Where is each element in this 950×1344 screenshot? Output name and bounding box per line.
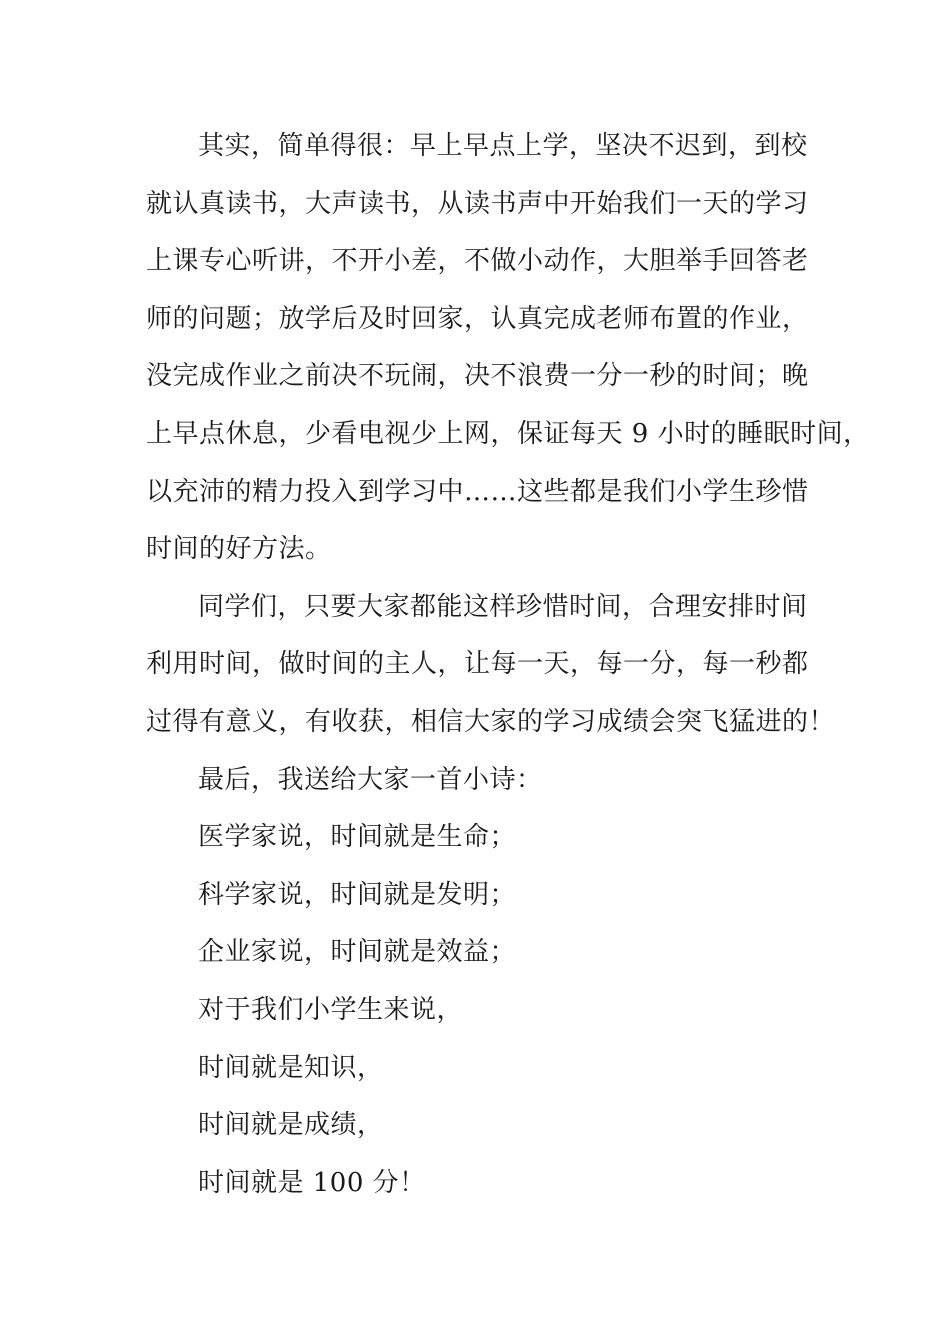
text-line: 以充沛的精力投入到学习中……这些都是我们小学生珍惜: [146, 476, 809, 507]
text-line: 上课专心听讲，不开小差，不做小动作，大胆举手回答老: [146, 246, 809, 277]
text-line: 上早点休息，少看电视少上网，保证每天 9 小时的睡眠时间，: [146, 418, 870, 449]
poem-line: 企业家说，时间就是效益；: [198, 937, 517, 968]
text-line: 时间的好方法。: [146, 534, 332, 565]
text-line: 其实，简单得很：早上早点上学，坚决不迟到，到校: [198, 131, 808, 161]
text-line: 同学们，只要大家都能这样珍惜时间，合理安排时间: [198, 591, 808, 622]
text-line: 就认真读书，大声读书，从读书声中开始我们一天的学习: [146, 188, 809, 219]
text-line: 没完成作业之前决不玩闹，决不浪费一分一秒的时间；晚: [146, 361, 809, 392]
text-line: 师的问题；放学后及时回家，认真完成老师布置的作业，: [146, 303, 809, 334]
text-line: 最后，我送给大家一首小诗：: [198, 764, 543, 795]
poem-line: 时间就是成绩，: [198, 1110, 384, 1141]
text-line: 利用时间，做时间的主人，让每一天，每一分，每一秒都: [146, 649, 809, 680]
poem-line: 科学家说，时间就是发明；: [198, 879, 517, 910]
text-line: 过得有意义，有收获，相信大家的学习成绩会突飞猛进的！: [146, 706, 836, 737]
poem-line: 对于我们小学生来说，: [198, 994, 464, 1025]
poem-line: 医学家说，时间就是生命；: [198, 822, 517, 853]
poem-line: 时间就是 100 分！: [198, 1167, 426, 1198]
poem-line: 时间就是知识，: [198, 1052, 384, 1083]
document-body: [146, 118, 870, 1212]
